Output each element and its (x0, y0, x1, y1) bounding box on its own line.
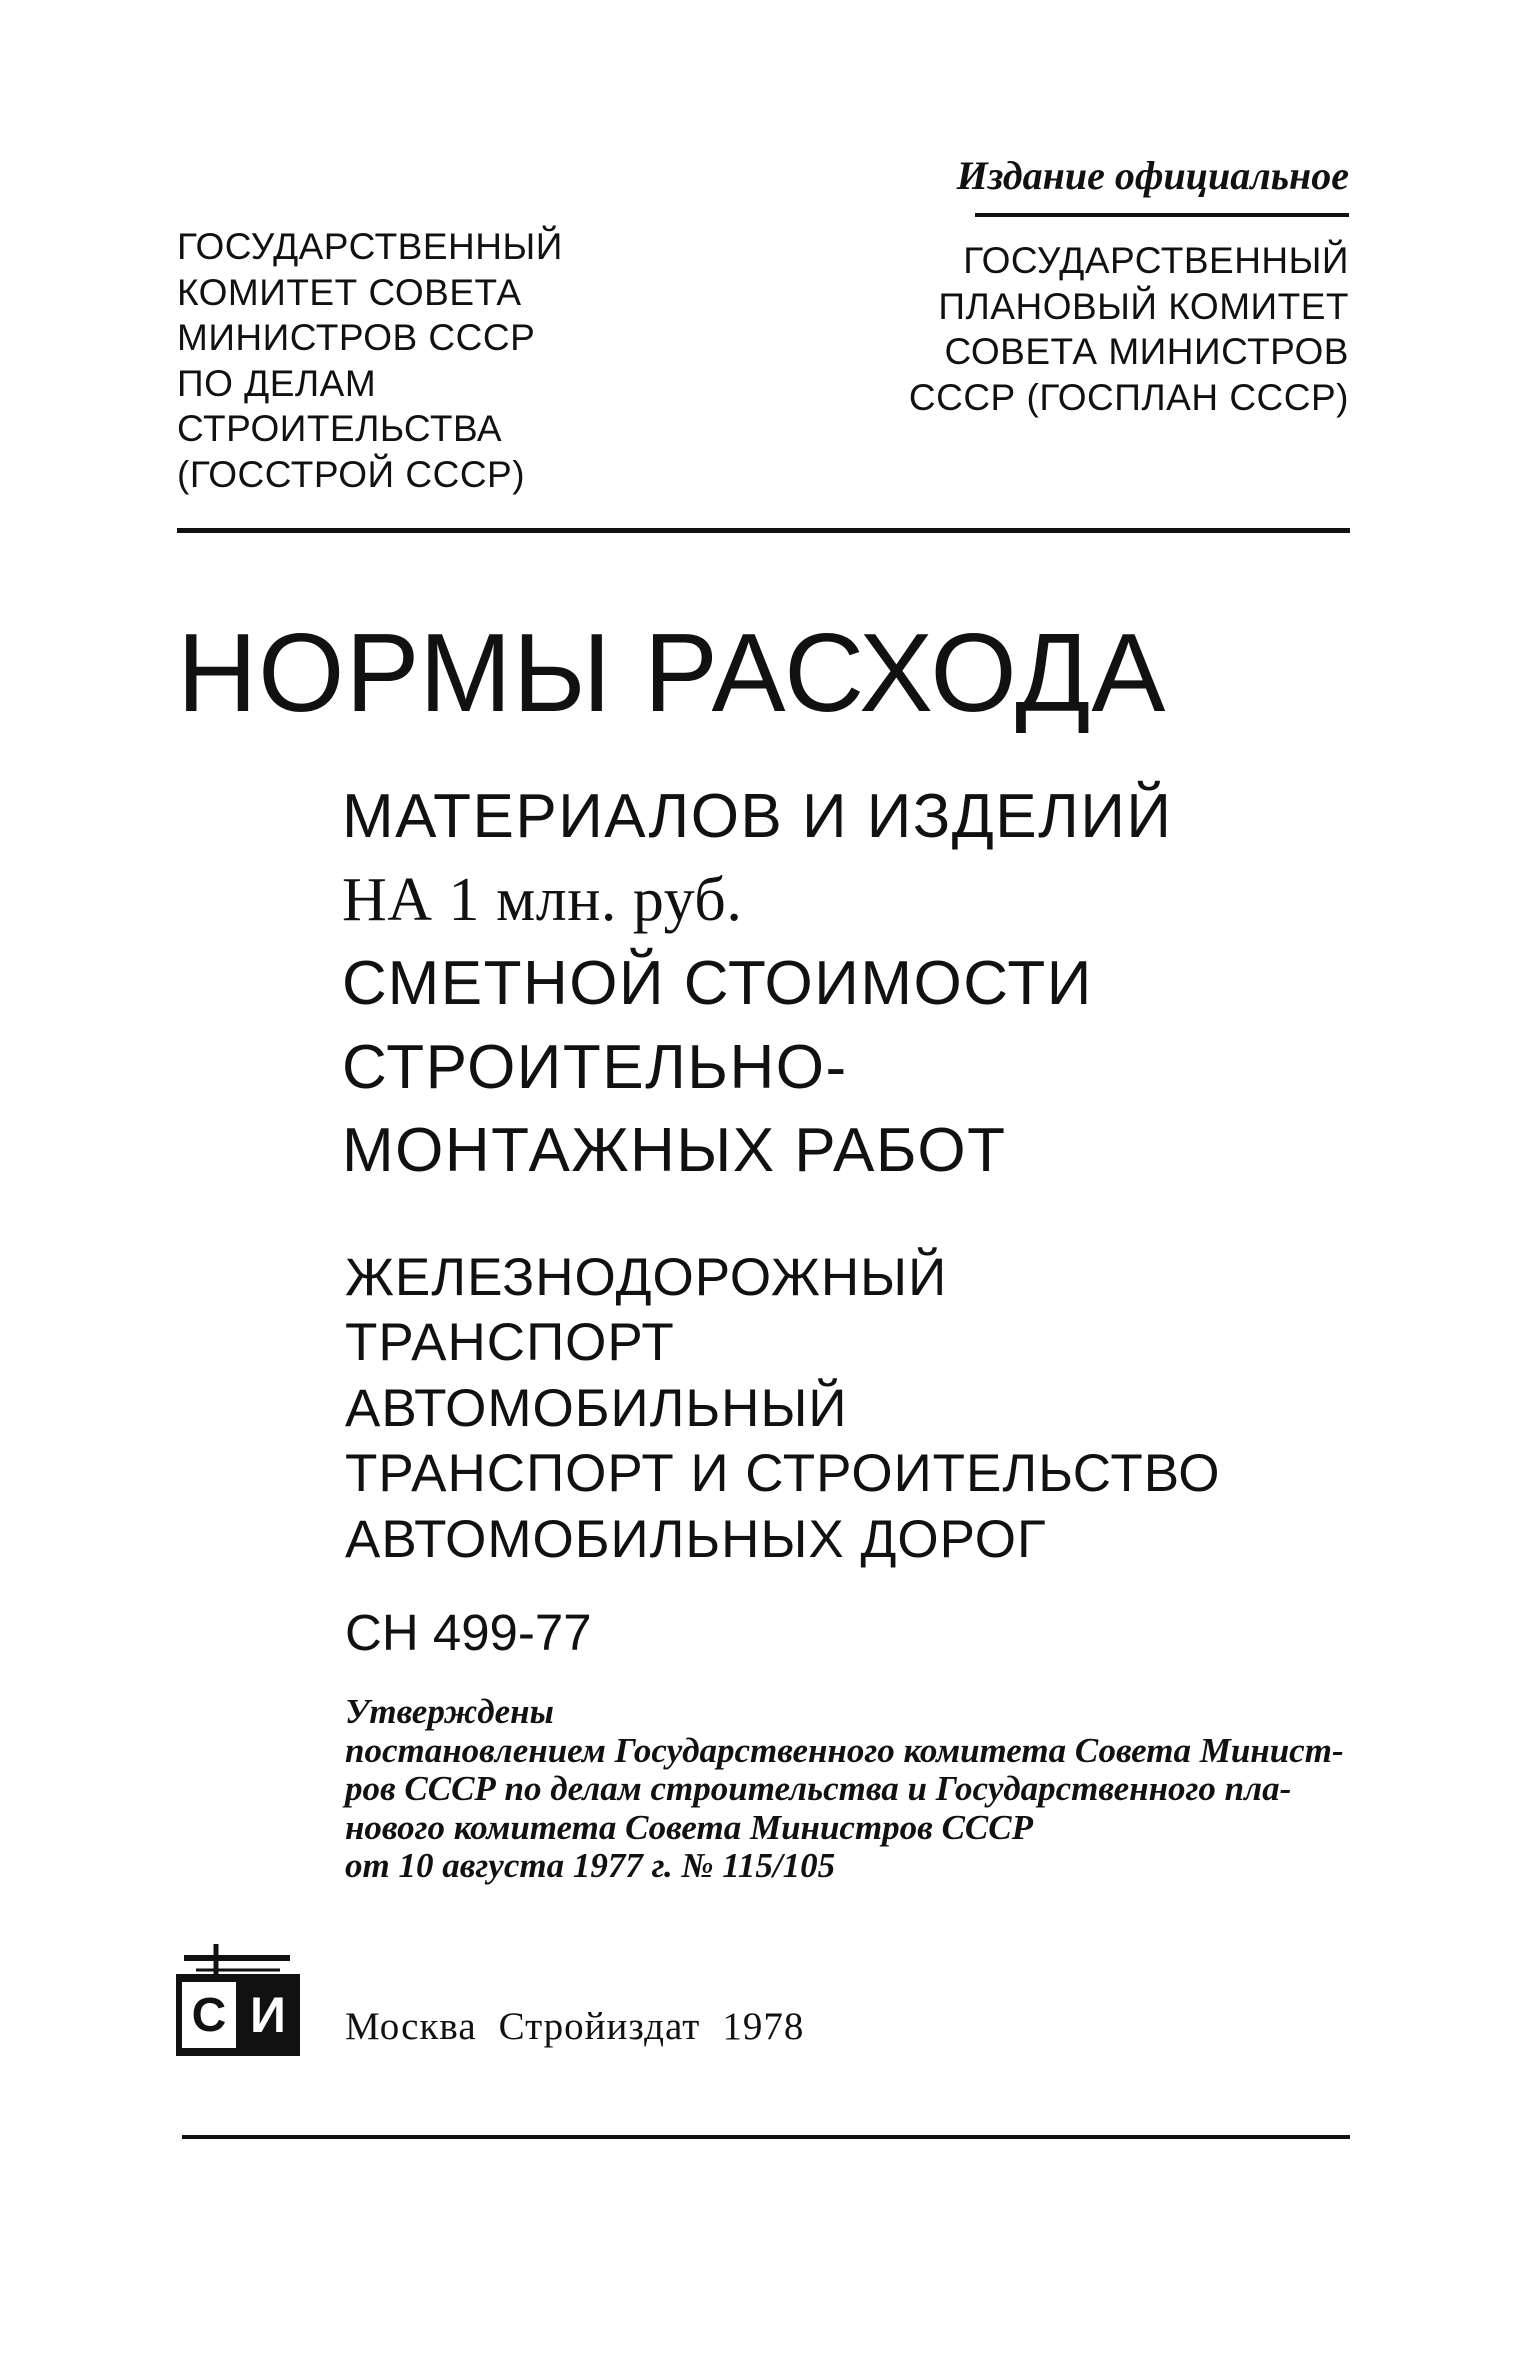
section-line: ТРАНСПОРТ (345, 1313, 675, 1373)
subtitle-line: СМЕТНОЙ СТОИМОСТИ (342, 949, 1093, 1019)
subtitle-line: НА 1 млн. руб. (342, 865, 743, 934)
right-organization-block (789, 238, 1349, 420)
approval-line: нового комитета Совета Министров СССР (345, 1807, 1033, 1847)
right-org-line: СССР (ГОСПЛАН СССР) (908, 376, 1349, 418)
subtitle-line: МОНТАЖНЫХ РАБОТ (342, 1116, 1007, 1186)
left-organization-block (177, 224, 697, 497)
left-org-line: ГОСУДАРСТВЕННЫЙ (177, 226, 563, 267)
svg-text:С: С (191, 1989, 227, 2042)
left-org-line: (ГОССТРОЙ СССР) (177, 453, 526, 495)
document-code: СН 499-77 (345, 1604, 592, 1661)
left-org-line: ПО ДЕЛАМ (177, 362, 377, 404)
subtitle-block (342, 775, 1352, 1193)
section-line: ТРАНСПОРТ И СТРОИТЕЛЬСТВО (345, 1444, 1221, 1504)
sections-block (345, 1245, 1355, 1572)
approval-line: от 10 августа 1977 г. № 115/105 (345, 1846, 836, 1885)
publisher-city: Москва (345, 2005, 477, 2048)
publisher-name: Стройиздат (498, 2005, 701, 2048)
approval-note (345, 1693, 1357, 1886)
publication-year: 1978 (722, 2005, 805, 2048)
main-title: НОРМЫ РАСХОДА (177, 611, 1167, 735)
svg-text:И: И (250, 1987, 286, 2043)
official-edition-label: Издание официальное (956, 153, 1349, 198)
footer-divider (182, 2135, 1350, 2139)
subtitle-line: СТРОИТЕЛЬНО- (342, 1032, 848, 1102)
section-line: АВТОМОБИЛЬНЫХ ДОРОГ (345, 1509, 1047, 1569)
right-org-line: ПЛАНОВЫЙ КОМИТЕТ (938, 285, 1349, 327)
header-divider (177, 528, 1350, 533)
approval-line: ров СССР по делам строительства и Государственного пла- (345, 1769, 1292, 1808)
section-line: ЖЕЛЕЗНОДОРОЖНЫЙ (345, 1248, 948, 1307)
left-org-line: КОМИТЕТ СОВЕТА (177, 271, 522, 313)
approval-line: Утверждены (345, 1692, 554, 1731)
section-line: АВТОМОБИЛЬНЫЙ (345, 1378, 848, 1438)
subtitle-line: МАТЕРИАЛОВ И ИЗДЕЛИЙ (342, 782, 1173, 851)
left-org-line: СТРОИТЕЛЬСТВА (177, 408, 503, 449)
publisher-line (345, 2003, 804, 2051)
right-org-line: СОВЕТА МИНИСТРОВ (944, 331, 1349, 372)
right-org-line: ГОСУДАРСТВЕННЫЙ (963, 240, 1349, 281)
approval-line: постановлением Государственного комитета Совета Минист- (345, 1730, 1344, 1770)
publisher-logo-icon (172, 1940, 304, 2060)
left-org-line: МИНИСТРОВ СССР (177, 317, 536, 358)
official-edition-underline (975, 213, 1349, 217)
